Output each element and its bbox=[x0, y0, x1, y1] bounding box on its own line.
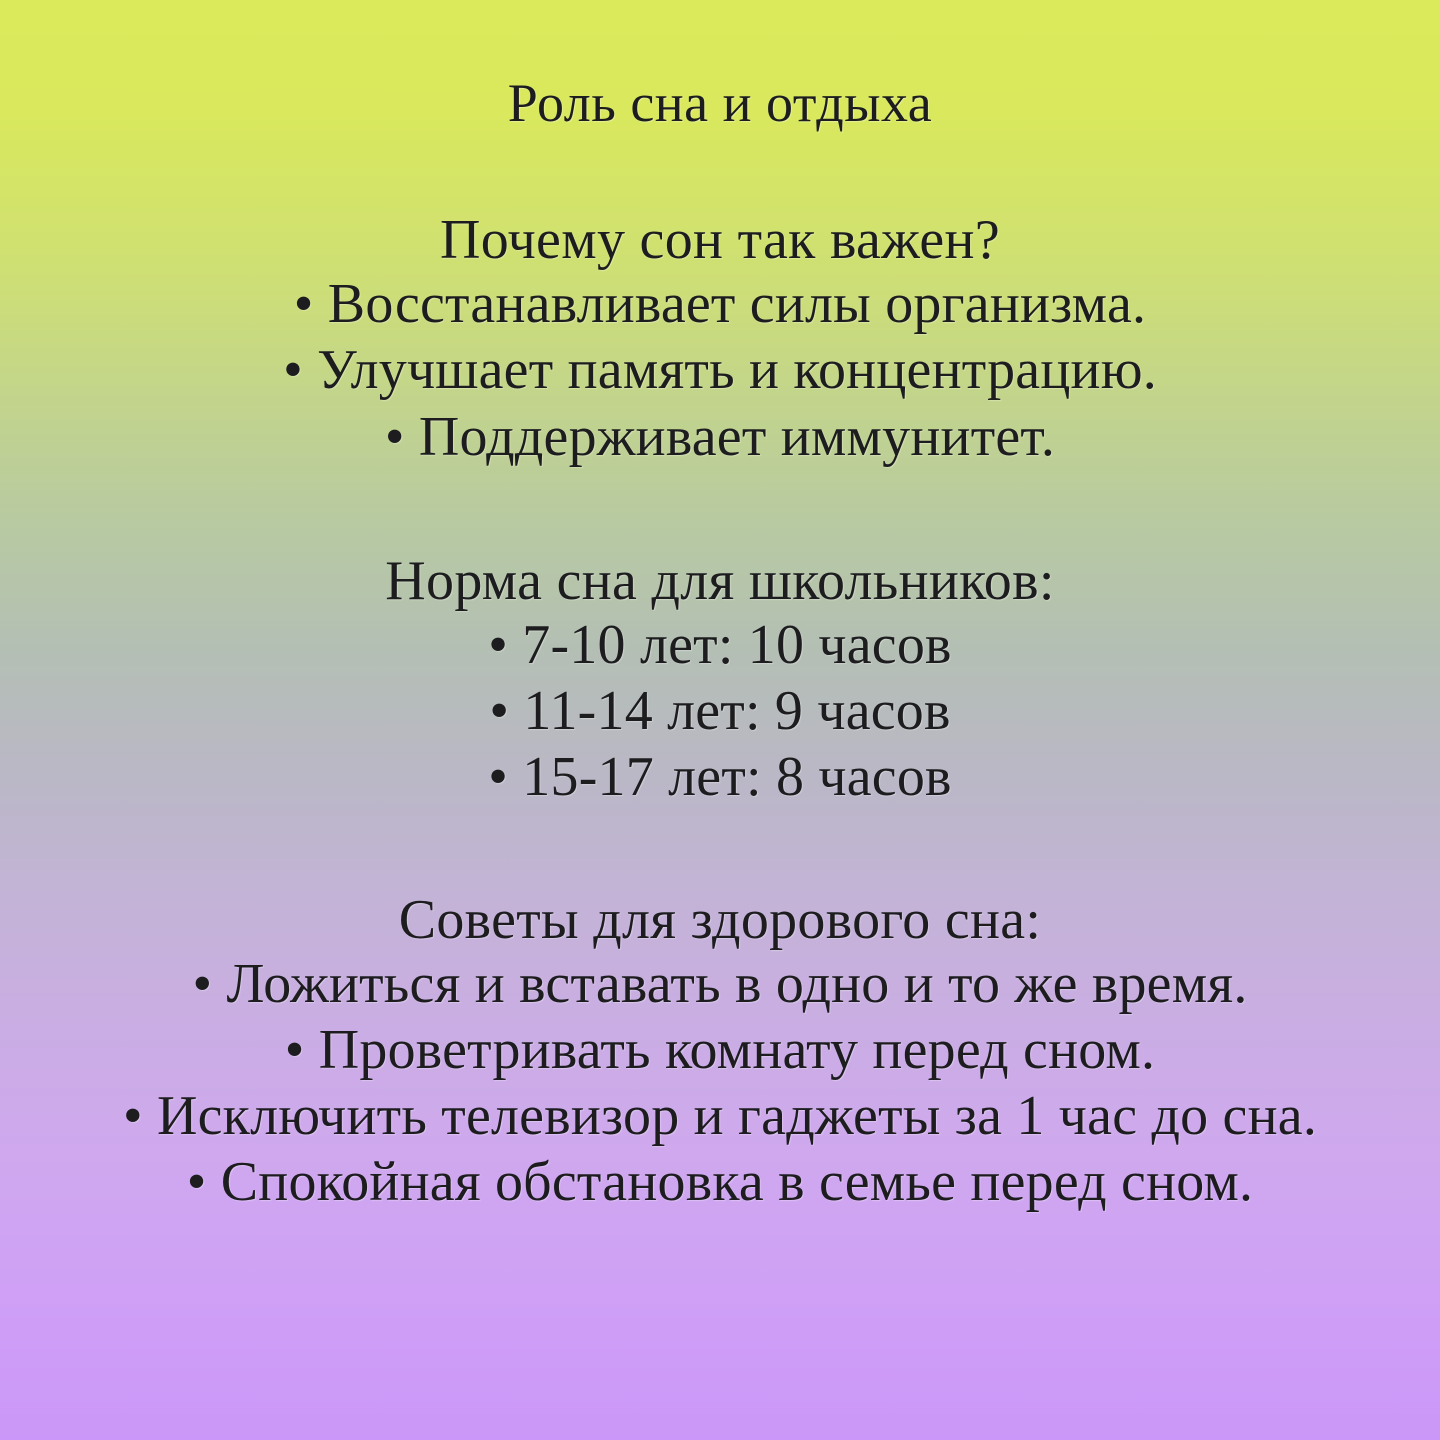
list-item: • Поддерживает иммунитет. bbox=[384, 405, 1056, 468]
section-why-sleep-matters bbox=[0, 209, 1440, 470]
list-item: • 11-14 лет: 9 часов bbox=[489, 680, 951, 743]
list-item: • Ложиться и вставать в одно и то же время. bbox=[192, 953, 1248, 1016]
section-heading: Советы для здорового сна: bbox=[398, 888, 1042, 951]
list-item: • 15-17 лет: 8 часов bbox=[488, 746, 952, 809]
list-item: • 7-10 лет: 10 часов bbox=[488, 614, 952, 677]
list-item: • Спокойная обстановка в семье перед сном. bbox=[186, 1151, 1254, 1214]
section-healthy-sleep-tips bbox=[0, 889, 1440, 1216]
list-item: • Исключить телевизор и гаджеты за 1 час до сна. bbox=[122, 1085, 1318, 1148]
section-heading: Норма сна для школьников: bbox=[385, 549, 1055, 612]
list-item: • Проветривать комнату перед сном. bbox=[284, 1019, 1156, 1082]
section-heading: Почему сон так важен? bbox=[440, 208, 1000, 271]
section-sleep-norms bbox=[0, 550, 1440, 811]
list-item: • Улучшает память и концентрацию. bbox=[283, 339, 1157, 402]
list-item: • Восстанавливает силы организма. bbox=[293, 273, 1147, 336]
page-title: Роль сна и отдыха bbox=[507, 73, 933, 133]
